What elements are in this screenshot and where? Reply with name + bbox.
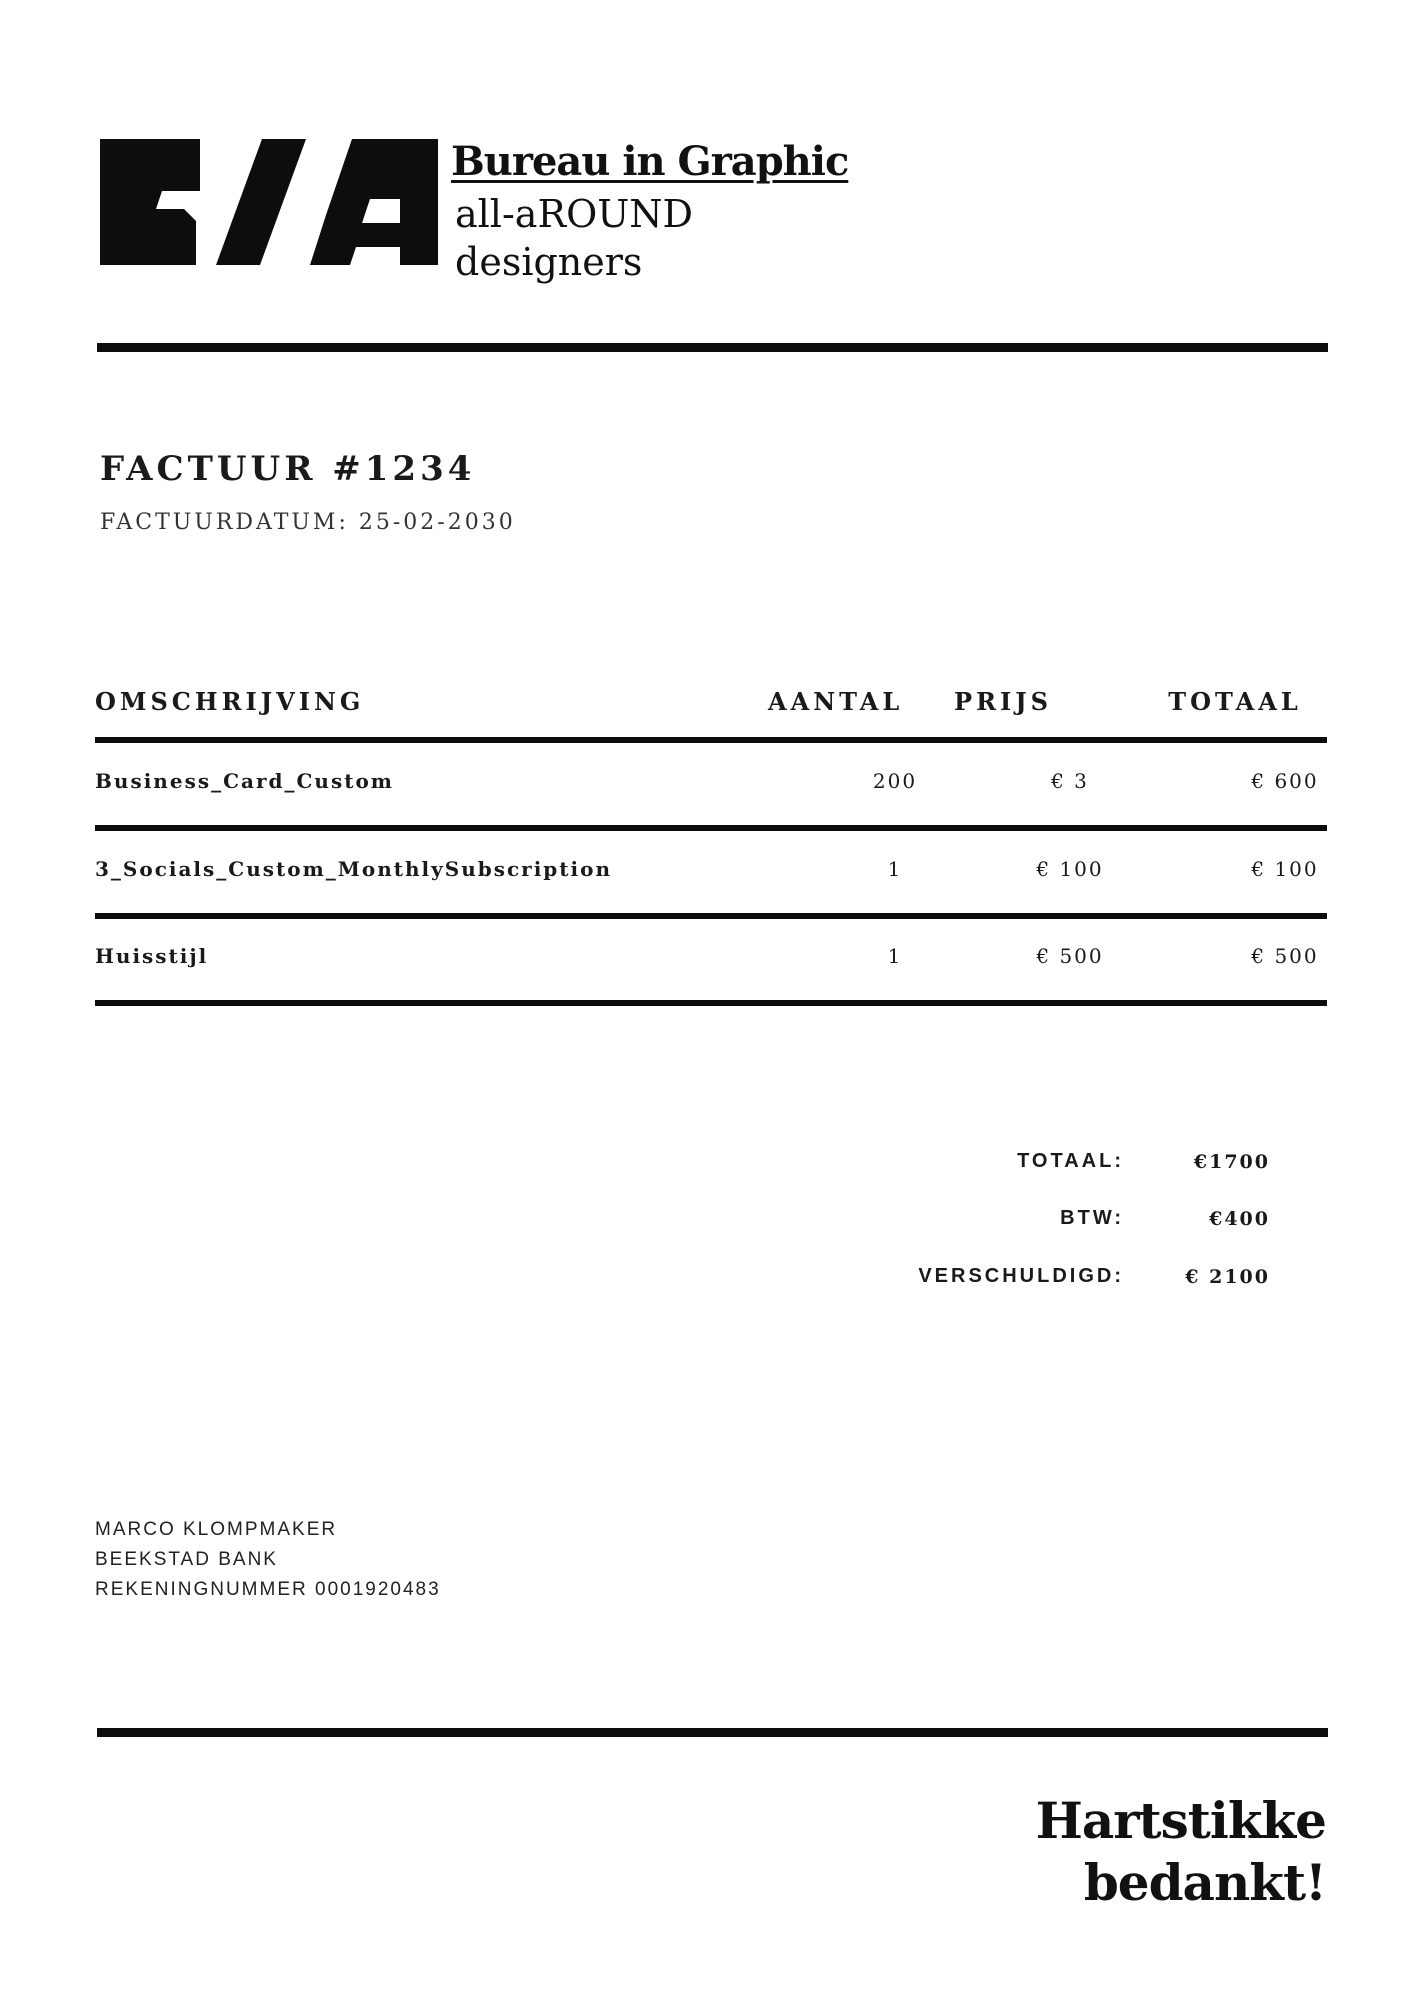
row-quantity: 1 [887, 944, 903, 968]
row-price: € 3 [1051, 769, 1089, 793]
footer-divider [97, 1728, 1328, 1737]
table-divider [95, 825, 1327, 831]
table-divider [95, 737, 1327, 743]
account-number: REKENINGNUMMER 0001920483 [95, 1579, 441, 1600]
amount-due-value: € 2100 [1185, 1266, 1270, 1288]
invoice-date: FACTUURDATUM: 25-02-2030 [100, 510, 516, 535]
table-divider [95, 1000, 1327, 1006]
thank-you-message [926, 1790, 1326, 1914]
subtotal-label: TOTAAL: [1017, 1150, 1124, 1172]
invoice-title: FACTUUR #1234 [100, 449, 476, 489]
table-row [95, 769, 1327, 829]
row-description: 3_Socials_Custom_MonthlySubscription [95, 857, 613, 881]
column-header-total: TOTAAL [1168, 687, 1302, 716]
big-logo-icon [100, 139, 438, 265]
column-header-description: OMSCHRIJVING [95, 687, 365, 716]
thanks-line-2: bedankt! [1083, 1853, 1326, 1912]
amount-due-label: VERSCHULDIGD: [918, 1265, 1124, 1287]
tagline-line-2: designers [455, 240, 643, 284]
table-row [95, 857, 1327, 917]
row-quantity: 1 [887, 857, 903, 881]
bank-name: BEEKSTAD BANK [95, 1549, 278, 1570]
row-quantity: 200 [872, 769, 918, 793]
row-description: Business_Card_Custom [95, 769, 394, 793]
tagline-line-1: all-aROUND [455, 192, 693, 236]
subtotal-value: €1700 [1193, 1151, 1270, 1173]
table-divider [95, 913, 1327, 919]
table-row [95, 944, 1327, 1004]
brand-name: Bureau in Graphic [451, 138, 849, 185]
payee-name: MARCO KLOMPMAKER [95, 1519, 338, 1540]
row-price: € 100 [1036, 857, 1104, 881]
brand-tagline [455, 190, 693, 286]
row-description: Huisstijl [95, 944, 209, 968]
row-price: € 500 [1036, 944, 1104, 968]
vat-value: €400 [1209, 1208, 1270, 1230]
vat-label: BTW: [1060, 1207, 1124, 1229]
thanks-line-1: Hartstikke [1035, 1791, 1326, 1850]
header-divider [97, 343, 1328, 352]
column-header-quantity: AANTAL [768, 687, 904, 716]
row-total: € 600 [1251, 769, 1319, 793]
row-total: € 500 [1251, 944, 1319, 968]
row-total: € 100 [1251, 857, 1319, 881]
column-header-price: PRIJS [954, 687, 1052, 716]
